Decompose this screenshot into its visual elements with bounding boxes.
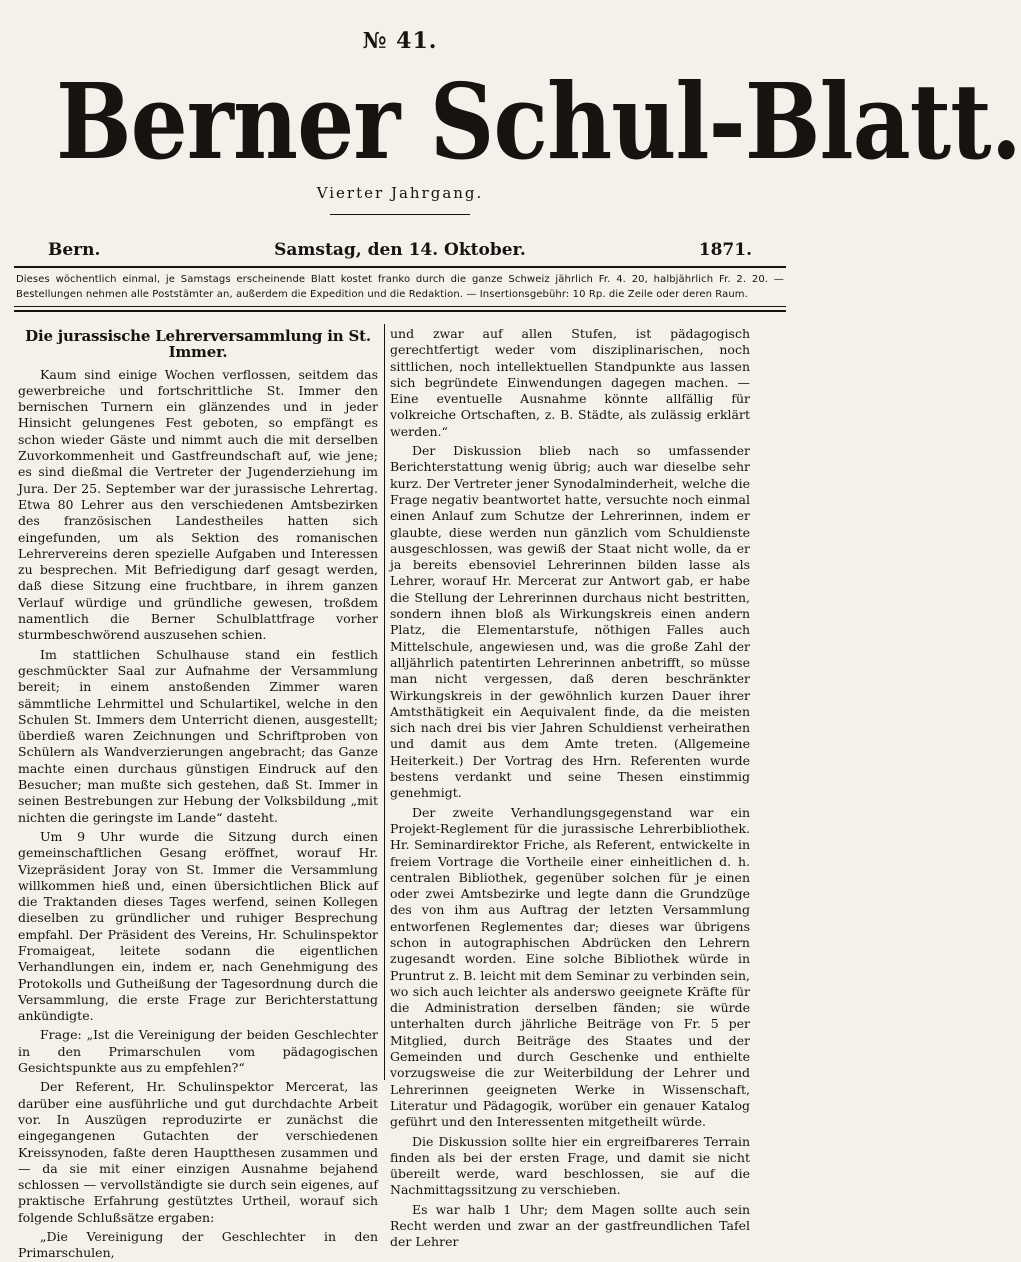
rule-top xyxy=(14,266,786,268)
paragraph: Der Diskussion blieb nach so umfassender Berichterstattung wenig übrig; auch war dieselbe sehr kurz. Der Vertreter jener Synodalminderheit, welche die Frage negativ beantwortet hatte, versuchte noch einmal einen Anlauf zum Schutze der Lehrerinnen, indem er glaubte, diese werden nun gänzlich vom Schuldienste ausgeschlossen, was gewiß der Staat nicht wolle, da er ja bereits ebensoviel Lehrerinnen bilden lasse als Lehrer, worauf Hr. Mercerat zur Antwort gab, er habe die Stellung der Lehrerinnen durchaus nicht bestritten, sondern ihnen bloß als Wirkungskreis einen andern Platz, die Elementarstufe, nöthigen Falles auch Mittelschule, angewiesen und, was die große Zahl der alljährlich patentirten Lehrerinnen anbetrifft, so müsse man nicht vergessen, daß deren beschränkter Wirkungskreis in der gewöhnlich kurzen Dauer ihrer Amtsthätigkeit ein Aequivalent finde, da die meisten sich nach drei bis vier Jahren Schuldienst verheirathen und damit aus dem Amte treten. (Allgemeine Heiterkeit.) Der Vortrag des Hrn. Referenten wurde bestens verdankt und seine Thesen einstimmig genehmigt. xyxy=(390,443,750,801)
column-right xyxy=(390,326,750,1250)
dateline xyxy=(48,240,752,262)
paragraph: Die Diskussion sollte hier ein ergreifbareres Terrain finden als bei der ersten Frage, und damit sie nicht übereilt werde, ward beschlossen, sie auf die Nachmittagssitzung zu verschieben. xyxy=(390,1133,750,1198)
paragraph: Der Referent, Hr. Schulinspektor Mercerat, las darüber eine ausführliche und gut durchdachte Arbeit vor. In Auszügen reproduzirte er zunächst die eingegangenen Gutachten der verschiedenen Kreissynoden, faßte deren Hauptthesen zusammen und — da sie mit einer einzigen Ausnahme bejahend schlossen — vervollständigte sie durch sein eigenes, auf praktische Erfahrung gestütztes Urtheil, worauf sich folgende Schlußsätze ergaben: xyxy=(18,1079,378,1225)
subscription-notice: Dieses wöchentlich einmal, je Samstags erscheinende Blatt kostet franko durch die ganze Schweiz jährlich Fr. 4. 20, halbjährlich Fr. 2. 20. — Bestellungen nehmen alle Poststämter an, außerdem die Expedition und die Redaktion. — Insertionsgebühr: 10 Rp. die Zeile oder deren Raum. xyxy=(16,274,784,300)
dateline-place: Bern. xyxy=(48,240,101,260)
paragraph: Im stattlichen Schulhause stand ein festlich geschmückter Saal zur Aufnahme der Versammlung bereit; in einem anstoßenden Zimmer waren sämmtliche Lehrmittel und Schulartikel, welche in den Schulen St. Immers dem Unterricht dienen, ausgestellt; überdieß waren Zeichnungen und Schriftproben von Schülern als Wandverzierungen angebracht; das Ganze machte einen durchaus günstigen Eindruck auf den Besucher; man mußte sich gestehen, daß St. Immer in seinen Bestrebungen zur Hebung der Volksbildung „mit nichten die geringste im Lande“ dasteht. xyxy=(18,646,378,825)
paragraph: Kaum sind einige Wochen verflossen, seitdem das gewerbreiche und fortschrittliche St. Immer den bernischen Turnern ein glänzendes und in jeder Hinsicht gelungenes Fest geboten, so empfängt es schon wieder Gäste und nimmt auch die mit derselben Zuvorkommenheit und Gastfreundschaft auf, wie jene; es sind dießmal die Vertreter der Jugenderziehung im Jura. Der 25. September war der jurassische Lehrertag. Etwa 80 Lehrer aus den verschiedenen Amtsbezirken des französischen Landestheiles hatten sich eingefunden, um als Sektion des romanischen Lehrervereins deren spezielle Aufgaben und Interessen zu besprechen. Mit Befriedigung darf gesagt werden, daß diese Sitzung eine fruchtbare, in ihrem ganzen Verlauf würdige und gründliche gewesen, troßdem namentlich die Berner Schulblattfrage vorher sturmbeschwörend auszusehen schien. xyxy=(18,366,378,643)
dateline-year: 1871. xyxy=(698,240,752,260)
volume-subtitle: Vierter Jahrgang. xyxy=(316,184,484,202)
paragraph: und zwar auf allen Stufen, ist pädagogisch gerechtfertigt weder vom disziplinarischen, noch sittlichen, noch intellektuellen Standpunkte aus lassen sich begründete Einwendungen dagegen machen. — Eine eventuelle Ausnahme könnte allfällig für volkreiche Ortschaften, z. B. Städte, als zulässig erklärt werden.“ xyxy=(390,326,750,439)
paragraph: „Die Vereinigung der Geschlechter in den Primarschulen, xyxy=(18,1229,378,1261)
column-left xyxy=(18,326,378,1261)
issue-number: № 41. xyxy=(362,28,438,54)
dateline-date: Samstag, den 14. Oktober. xyxy=(274,240,526,260)
paragraph: Es war halb 1 Uhr; dem Magen sollte auch sein Recht werden und zwar an der gastfreundlichen Tafel der Lehrer xyxy=(390,1201,750,1250)
masthead-title: Berner Schul-Blatt. xyxy=(56,60,1021,183)
paragraph: Der zweite Verhandlungsgegenstand war ein Projekt-Reglement für die jurassische Lehrerbibliothek. Hr. Seminardirektor Friche, als Referent, entwickelte in freiem Vortrage die Vortheile einer einheitlichen d. h. centralen Bibliothek, gegenüber solchen für je einen oder zwei Amtsbezirke und legte dann die Grundzüge des von ihm aus Auftrag der letzten Versammlung entworfenen Reglementes dar; dieses war übrigens schon in autographischen Abdrücken den Lehrern zugesandt worden. Eine solche Bibliothek würde in Pruntrut z. B. leicht mit dem Seminar zu verbinden sein, wo sich auch leichter als anderswo geeignete Kräfte für die Administration derselben fänden; sie würde unterhalten durch jährliche Beiträge von Fr. 5 per Mitglied, durch Beiträge des Staates und der Gemeinden und durch Geschenke und enthielte vorzugsweise die zur Weiterbildung der Lehrer und Lehrerinnen geeigneten Werke in Wissenschaft, Literatur und Pädagogik, worüber ein genauer Katalog geführt und den Interessenten mitgetheilt würde. xyxy=(390,804,750,1130)
subtitle-rule xyxy=(330,214,470,215)
column-divider xyxy=(384,324,385,1080)
paragraph: Frage: „Ist die Vereinigung der beiden Geschlechter in den Primarschulen vom pädagogischen Gesichtspunkte aus zu empfehlen?“ xyxy=(18,1027,378,1076)
paragraph: Um 9 Uhr wurde die Sitzung durch einen gemeinschaftlichen Gesang eröffnet, worauf Hr. Vizepräsident Joray von St. Immer die Versammlung willkommen hieß und, einen übersichtlichen Blick auf die Traktanden dieses Tages werfend, seinen Kollegen dieselben zu gründlicher und ruhiger Besprechung empfahl. Der Präsident des Vereins, Hr. Schulinspektor Fromaigeat, leitete sodann die eigentlichen Verhandlungen ein, indem er, nach Genehmigung des Protokolls und Gutheißung der Tagesordnung durch die Versammlung, die erste Frage zur Berichterstattung ankündigte. xyxy=(18,828,378,1024)
rule-columns-top xyxy=(14,310,786,312)
article-title: Die jurassische Lehrerversammlung in St. Immer. xyxy=(25,327,371,362)
rule-notice-bottom xyxy=(14,306,786,307)
